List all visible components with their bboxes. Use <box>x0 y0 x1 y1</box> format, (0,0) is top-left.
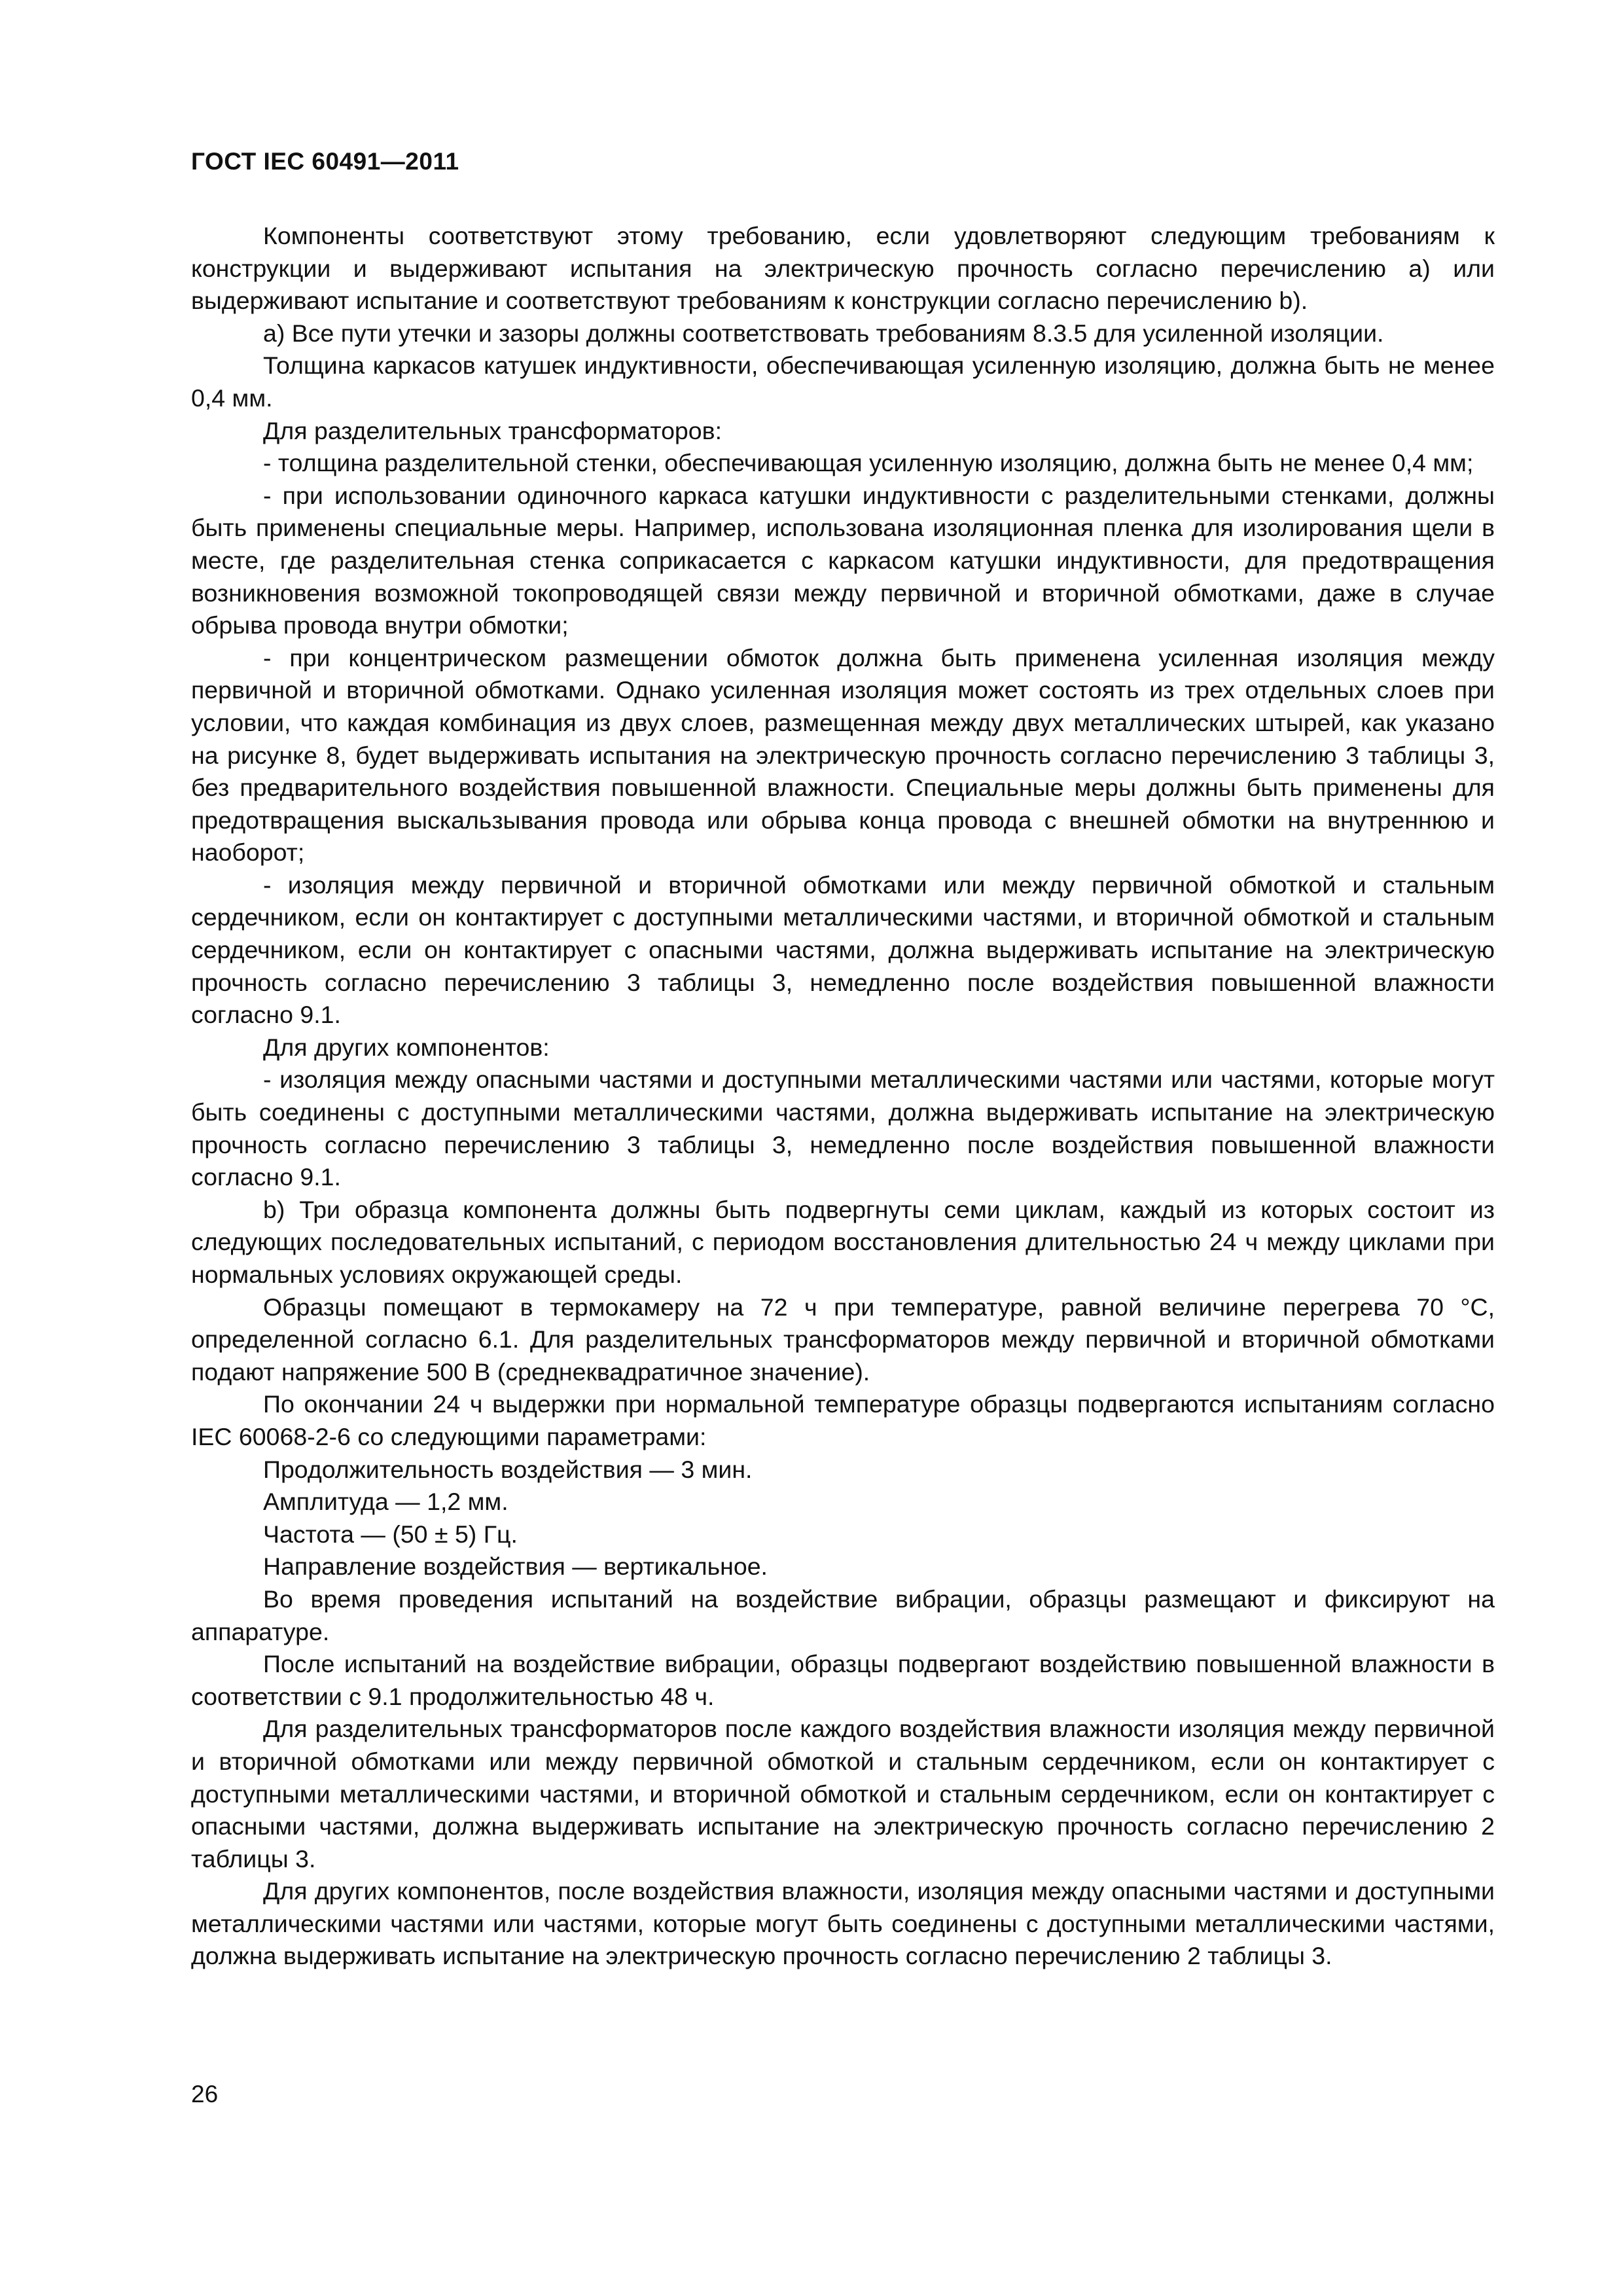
parameter-line: Продолжительность воздействия — 3 мин. <box>263 1455 753 1483</box>
list-item: - при использовании одиночного каркаса катушки индуктивности с разделительными стенками, должны быть применены специальные меры. Например, использована изоляционная пленка для изолирования щели в месте, где разделительная стенка соприкасается с каркасом катушки индуктивности, для предотвращения возникновения возможной токопроводящей связи между первичной и вторичной обмотками, даже в случае обрыва провода внутри обмотки; <box>191 481 1495 639</box>
list-item: - при концентрическом размещении обмоток должна быть применена усиленная изоляция между первичной и вторичной обмотками. Однако усиленная изоляция может состоять из трех отдельных слоев при условии, что каждая комбинация из двух слоев, размещенная между двух металлических штырей, как указано на рисунке 8, будет выдерживать испытания на электрическую прочность согласно перечислению 3 таблицы 3, без предварительного воздействия повышенной влажности. Специальные меры должны быть применены для предотвращения выскальзывания провода или обрыва конца провода с внешней обмотки на внутреннюю и наоборот; <box>191 643 1495 867</box>
paragraph: Во время проведения испытаний на воздействие вибрации, образцы размещают и фиксируют на аппаратуре. <box>191 1585 1495 1645</box>
paragraph: По окончании 24 ч выдержки при нормальной температуре образцы подвергаются испытаниям согласно IEC 60068-2-6 со следующими параметрами: <box>191 1390 1495 1450</box>
paragraph: Образцы помещают в термокамеру на 72 ч при температуре, равной величине перегрева 70 °С, определенной согласно 6.1. Для разделительных трансформаторов между первичной и вторичной обмотками подают напряжение 500 В (среднеквадратичное значение). <box>191 1293 1495 1386</box>
body-text <box>191 220 1495 1973</box>
list-item: - изоляция между опасными частями и доступными металлическими частями или частями, которые могут быть соединены с доступными металлическими частями, должна выдерживать испытание на электрическую прочность согласно перечислению 3 таблицы 3, немедленно после воздействия повышенной влажности согласно 9.1. <box>191 1066 1495 1191</box>
list-item: - изоляция между первичной и вторичной обмотками или между первичной обмоткой и стальным сердечником, если он контактирует с доступными металлическими частями, и вторичной обмоткой и стальным сердечником, если он контактирует с опасными частями, должна выдерживать испытание на электрическую прочность согласно перечислению 3 таблицы 3, немедленно после воздействия повышенной влажности согласно 9.1. <box>191 870 1495 1029</box>
paragraph: b) Три образца компонента должны быть подвергнуты семи циклам, каждый из которых состоит из следующих последовательных испытаний, с периодом восстановления длительностью 24 ч между циклами при нормальных условиях окружающей среды. <box>191 1195 1495 1288</box>
paragraph: Компоненты соответствуют этому требованию, если удовлетворяют следующим требованиям к конструкции и выдерживают испытания на электрическую прочность согласно перечислению а) или выдерживают испытание и соответствуют требованиям к конструкции согласно перечислению b). <box>191 222 1495 315</box>
standard-header: ГОСТ IEC 60491—2011 <box>191 148 459 175</box>
paragraph: Для разделительных трансформаторов: <box>263 416 722 444</box>
paragraph: Толщина каркасов катушек индуктивности, обеспечивающая усиленную изоляцию, должна быть не менее 0,4 мм. <box>191 351 1495 412</box>
list-item: - толщина разделительной стенки, обеспечивающая усиленную изоляцию, должна быть не менее 0,4 мм; <box>263 449 1474 477</box>
parameter-line: Частота — (50 ± 5) Гц. <box>263 1520 518 1548</box>
paragraph: Для других компонентов, после воздействия влажности, изоляция между опасными частями и доступными металлическими частями или частями, которые могут быть соединены с доступными металлическими частями, должна выдерживать испытание на электрическую прочность согласно перечислению 2 таблицы 3. <box>191 1877 1495 1970</box>
parameter-line: Амплитуда — 1,2 мм. <box>263 1488 508 1516</box>
paragraph: Для разделительных трансформаторов после каждого воздействия влажности изоляция между первичной и вторичной обмотками или между первичной обмоткой и стальным сердечником, если он контактирует с доступными металлическими частями, и вторичной обмоткой и стальным сердечником, если он контактирует с опасными частями, должна выдерживать испытание на электрическую прочность согласно перечислению 2 таблицы 3. <box>191 1715 1495 1873</box>
page-number: 26 <box>191 2081 219 2108</box>
paragraph: После испытаний на воздействие вибрации, образцы подвергают воздействию повышенной влажности в соответствии с 9.1 продолжительностью 48 ч. <box>191 1650 1495 1710</box>
parameter-line: Направление воздействия — вертикальное. <box>263 1552 768 1581</box>
paragraph: Для других компонентов: <box>263 1033 550 1061</box>
paragraph: а) Все пути утечки и зазоры должны соответствовать требованиям 8.3.5 для усиленной изоляции. <box>263 319 1384 347</box>
